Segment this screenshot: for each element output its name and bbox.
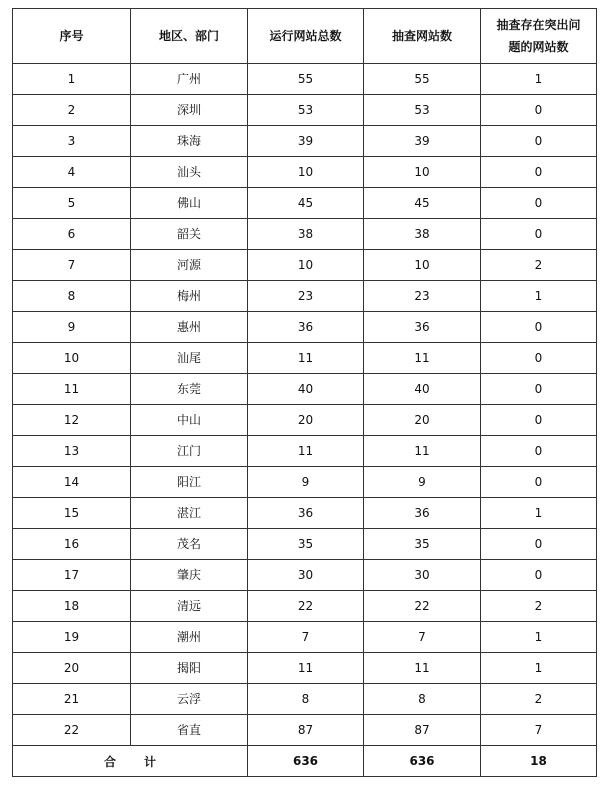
cell-index: 5 [13, 188, 131, 219]
cell-index: 15 [13, 498, 131, 529]
cell-region: 肇庆 [131, 560, 248, 591]
cell-checked-count: 36 [364, 498, 481, 529]
cell-running-total: 11 [248, 436, 364, 467]
cell-region: 河源 [131, 250, 248, 281]
cell-region: 广州 [131, 64, 248, 95]
cell-region: 汕尾 [131, 343, 248, 374]
cell-checked-count: 40 [364, 374, 481, 405]
table-row [13, 405, 597, 436]
cell-running-total: 23 [248, 281, 364, 312]
cell-running-total: 11 [248, 343, 364, 374]
table-row [13, 95, 597, 126]
cell-index: 2 [13, 95, 131, 126]
cell-problem-count: 1 [481, 653, 597, 684]
cell-checked-count: 35 [364, 529, 481, 560]
table-row [13, 653, 597, 684]
cell-checked-count: 9 [364, 467, 481, 498]
cell-index: 10 [13, 343, 131, 374]
cell-region: 佛山 [131, 188, 248, 219]
cell-running-total: 45 [248, 188, 364, 219]
cell-checked-count: 45 [364, 188, 481, 219]
cell-checked-count: 39 [364, 126, 481, 157]
cell-index: 21 [13, 684, 131, 715]
cell-problem-count: 1 [481, 64, 597, 95]
cell-running-total: 7 [248, 622, 364, 653]
cell-region: 中山 [131, 405, 248, 436]
cell-problem-count: 0 [481, 219, 597, 250]
cell-region: 省直 [131, 715, 248, 746]
table-row [13, 684, 597, 715]
cell-index: 3 [13, 126, 131, 157]
cell-problem-count: 1 [481, 622, 597, 653]
cell-running-total: 87 [248, 715, 364, 746]
cell-region: 东莞 [131, 374, 248, 405]
cell-problem-count: 0 [481, 529, 597, 560]
cell-index: 11 [13, 374, 131, 405]
cell-checked-count: 55 [364, 64, 481, 95]
cell-problem-count: 2 [481, 250, 597, 281]
table-row [13, 343, 597, 374]
cell-checked-count: 38 [364, 219, 481, 250]
table-row [13, 498, 597, 529]
cell-running-total: 22 [248, 591, 364, 622]
cell-index: 12 [13, 405, 131, 436]
table-row [13, 622, 597, 653]
cell-region: 揭阳 [131, 653, 248, 684]
cell-problem-count: 0 [481, 343, 597, 374]
cell-checked-count: 36 [364, 312, 481, 343]
cell-problem-count: 0 [481, 157, 597, 188]
cell-running-total: 11 [248, 653, 364, 684]
cell-problem-count: 0 [481, 560, 597, 591]
table-row [13, 560, 597, 591]
cell-problem-count: 0 [481, 126, 597, 157]
table-row [13, 529, 597, 560]
cell-index: 19 [13, 622, 131, 653]
cell-problem-count: 0 [481, 467, 597, 498]
cell-problem-count: 0 [481, 436, 597, 467]
cell-running-total: 10 [248, 250, 364, 281]
cell-running-total: 30 [248, 560, 364, 591]
cell-checked-count: 8 [364, 684, 481, 715]
cell-checked-count: 22 [364, 591, 481, 622]
table-row [13, 312, 597, 343]
cell-checked-count: 20 [364, 405, 481, 436]
cell-running-total: 38 [248, 219, 364, 250]
cell-running-total: 53 [248, 95, 364, 126]
cell-region: 梅州 [131, 281, 248, 312]
table-row [13, 64, 597, 95]
cell-running-total: 8 [248, 684, 364, 715]
cell-checked-count: 11 [364, 343, 481, 374]
cell-problem-count: 0 [481, 188, 597, 219]
cell-region: 云浮 [131, 684, 248, 715]
cell-region: 珠海 [131, 126, 248, 157]
header-checked-count: 抽查网站数 [364, 9, 481, 64]
table-row [13, 126, 597, 157]
table-row [13, 591, 597, 622]
websites-table [12, 8, 597, 777]
cell-running-total: 35 [248, 529, 364, 560]
total-row [13, 746, 597, 777]
cell-problem-count: 0 [481, 374, 597, 405]
cell-problem-count: 0 [481, 312, 597, 343]
cell-problem-count: 1 [481, 498, 597, 529]
cell-checked-count: 30 [364, 560, 481, 591]
cell-index: 18 [13, 591, 131, 622]
table-row [13, 467, 597, 498]
cell-index: 20 [13, 653, 131, 684]
total-running: 636 [248, 746, 364, 777]
table-row [13, 436, 597, 467]
cell-running-total: 36 [248, 312, 364, 343]
total-problem: 18 [481, 746, 597, 777]
cell-region: 潮州 [131, 622, 248, 653]
cell-index: 16 [13, 529, 131, 560]
cell-checked-count: 7 [364, 622, 481, 653]
cell-checked-count: 11 [364, 653, 481, 684]
cell-checked-count: 23 [364, 281, 481, 312]
cell-problem-count: 2 [481, 684, 597, 715]
cell-problem-count: 7 [481, 715, 597, 746]
cell-running-total: 9 [248, 467, 364, 498]
cell-checked-count: 10 [364, 250, 481, 281]
cell-region: 韶关 [131, 219, 248, 250]
cell-region: 深圳 [131, 95, 248, 126]
table-row [13, 188, 597, 219]
cell-index: 4 [13, 157, 131, 188]
cell-checked-count: 53 [364, 95, 481, 126]
cell-region: 清远 [131, 591, 248, 622]
header-problem-count [481, 9, 597, 64]
cell-index: 6 [13, 219, 131, 250]
cell-problem-count: 1 [481, 281, 597, 312]
cell-running-total: 36 [248, 498, 364, 529]
cell-index: 22 [13, 715, 131, 746]
table-row [13, 281, 597, 312]
cell-index: 8 [13, 281, 131, 312]
table-body [13, 64, 597, 746]
header-region: 地区、部门 [131, 9, 248, 64]
cell-index: 7 [13, 250, 131, 281]
total-label-text: 合计 [103, 754, 184, 769]
cell-region: 惠州 [131, 312, 248, 343]
cell-index: 1 [13, 64, 131, 95]
cell-problem-count: 0 [481, 95, 597, 126]
cell-running-total: 20 [248, 405, 364, 436]
table-row [13, 157, 597, 188]
header-problem-count-label: 抽查存在突出问题的网站数 [496, 18, 581, 54]
cell-index: 13 [13, 436, 131, 467]
cell-problem-count: 0 [481, 405, 597, 436]
cell-problem-count: 2 [481, 591, 597, 622]
cell-index: 14 [13, 467, 131, 498]
cell-region: 汕头 [131, 157, 248, 188]
cell-checked-count: 87 [364, 715, 481, 746]
cell-region: 阳江 [131, 467, 248, 498]
table-row [13, 715, 597, 746]
cell-running-total: 10 [248, 157, 364, 188]
total-label [13, 746, 248, 777]
cell-index: 9 [13, 312, 131, 343]
cell-running-total: 40 [248, 374, 364, 405]
table-row [13, 374, 597, 405]
cell-region: 湛江 [131, 498, 248, 529]
cell-region: 江门 [131, 436, 248, 467]
table-row [13, 250, 597, 281]
table-header-row [13, 9, 597, 64]
header-running-total: 运行网站总数 [248, 9, 364, 64]
cell-index: 17 [13, 560, 131, 591]
cell-region: 茂名 [131, 529, 248, 560]
total-checked: 636 [364, 746, 481, 777]
table-row [13, 219, 597, 250]
cell-checked-count: 11 [364, 436, 481, 467]
cell-running-total: 39 [248, 126, 364, 157]
header-index: 序号 [13, 9, 131, 64]
cell-running-total: 55 [248, 64, 364, 95]
cell-checked-count: 10 [364, 157, 481, 188]
